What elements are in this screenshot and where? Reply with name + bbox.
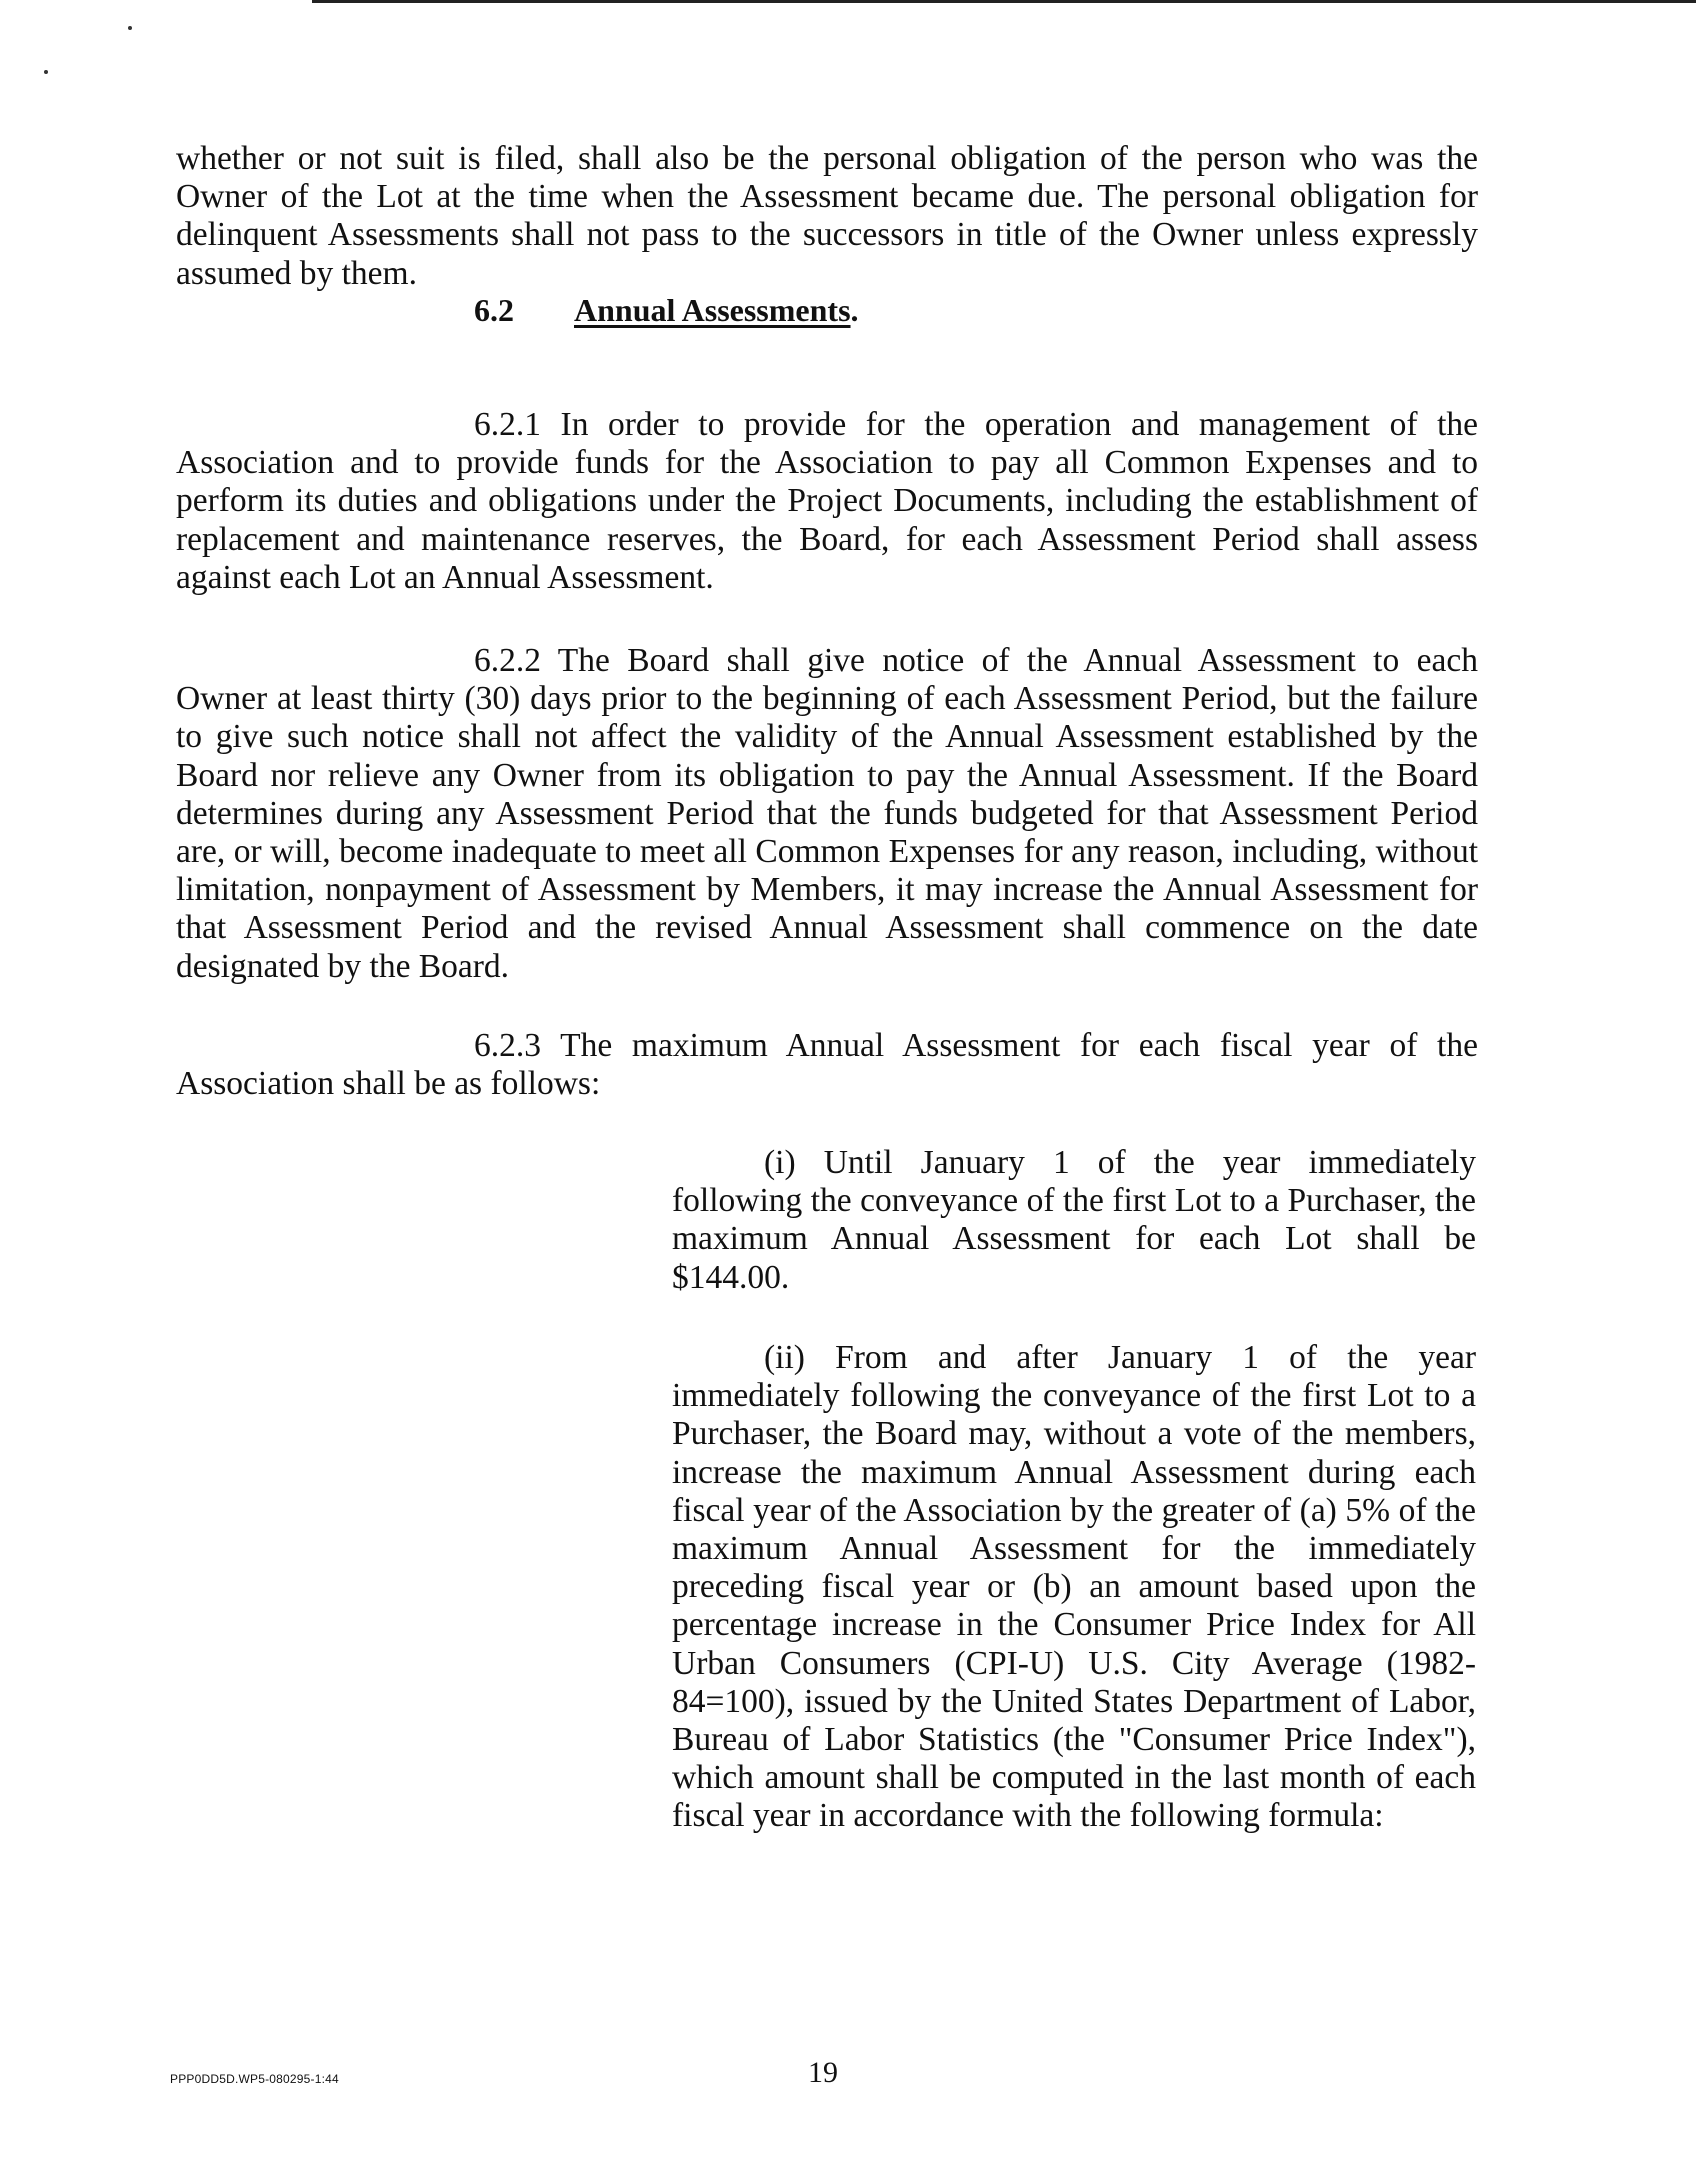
section-title: Annual Assessments [574,292,851,328]
scan-speck [128,26,132,30]
section-number: 6.2 [474,292,514,328]
scan-speck [44,70,48,74]
paragraph-6-2-3: 6.2.3 The maximum Annual Assessment for each fiscal year of the Association shall be as follows: [176,1027,1478,1103]
paragraph-6-2-1: 6.2.1 In order to provide for the operation and management of the Association and to provide funds for the Association to pay all Common Expenses and to perform its duties and obligations under the Project Documents, including the establishment of replacement and maintenance reserves, the Board, for each Assessment Period shall assess against each Lot an Annual Assessment. [176,406,1478,596]
subparagraph-ii: (ii) From and after January 1 of the year immediately following the conveyance of the first Lot to a Purchaser, the Board may, without a vote of the members, increase the maximum Annual Assessment during each fiscal year of the Association by the greater of (a) 5% of the maximum Annual Assessment for the immediately preceding fiscal year or (b) an amount based upon the percentage increase in the Consumer Price Index for All Urban Consumers (CPI-U) U.S. City Average (1982-84=100), issued by the United States Department of Labor, Bureau of Labor Statistics (the "Consumer Price Index"), which amount shall be computed in the last month of each fiscal year in accordance with the following formula: [672,1339,1476,1835]
footer-document-code: PPP0DD5D.WP5-080295-1:44 [170,2072,339,2086]
scan-top-edge [312,0,1696,3]
section-heading [474,292,859,329]
section-title-period: . [850,292,859,328]
opening-paragraph: whether or not suit is filed, shall also be the personal obligation of the person who was the Owner of the Lot at the time when the Assessment became due. The personal obligation for delinquent Assessments shall not pass to the successors in title of the Owner unless expressly assumed by them. [176,140,1478,292]
page-number: 19 [808,2056,838,2089]
subparagraph-i: (i) Until January 1 of the year immediately following the conveyance of the first Lot to a Purchaser, the maximum Annual Assessment for each Lot shall be $144.00. [672,1144,1476,1296]
paragraph-6-2-2: 6.2.2 The Board shall give notice of the Annual Assessment to each Owner at least thirty (30) days prior to the beginning of each Assessment Period, but the failure to give such notice shall not affect the validity of the Annual Assessment established by the Board nor relieve any Owner from its obligation to pay the Annual Assessment. If the Board determines during any Assessment Period that the funds budgeted for that Assessment Period are, or will, become inadequate to meet all Common Expenses for any reason, including, without limitation, nonpayment of Assessment by Members, it may increase the Annual Assessment for that Assessment Period and the revised Annual Assessment shall commence on the date designated by the Board. [176,642,1478,985]
